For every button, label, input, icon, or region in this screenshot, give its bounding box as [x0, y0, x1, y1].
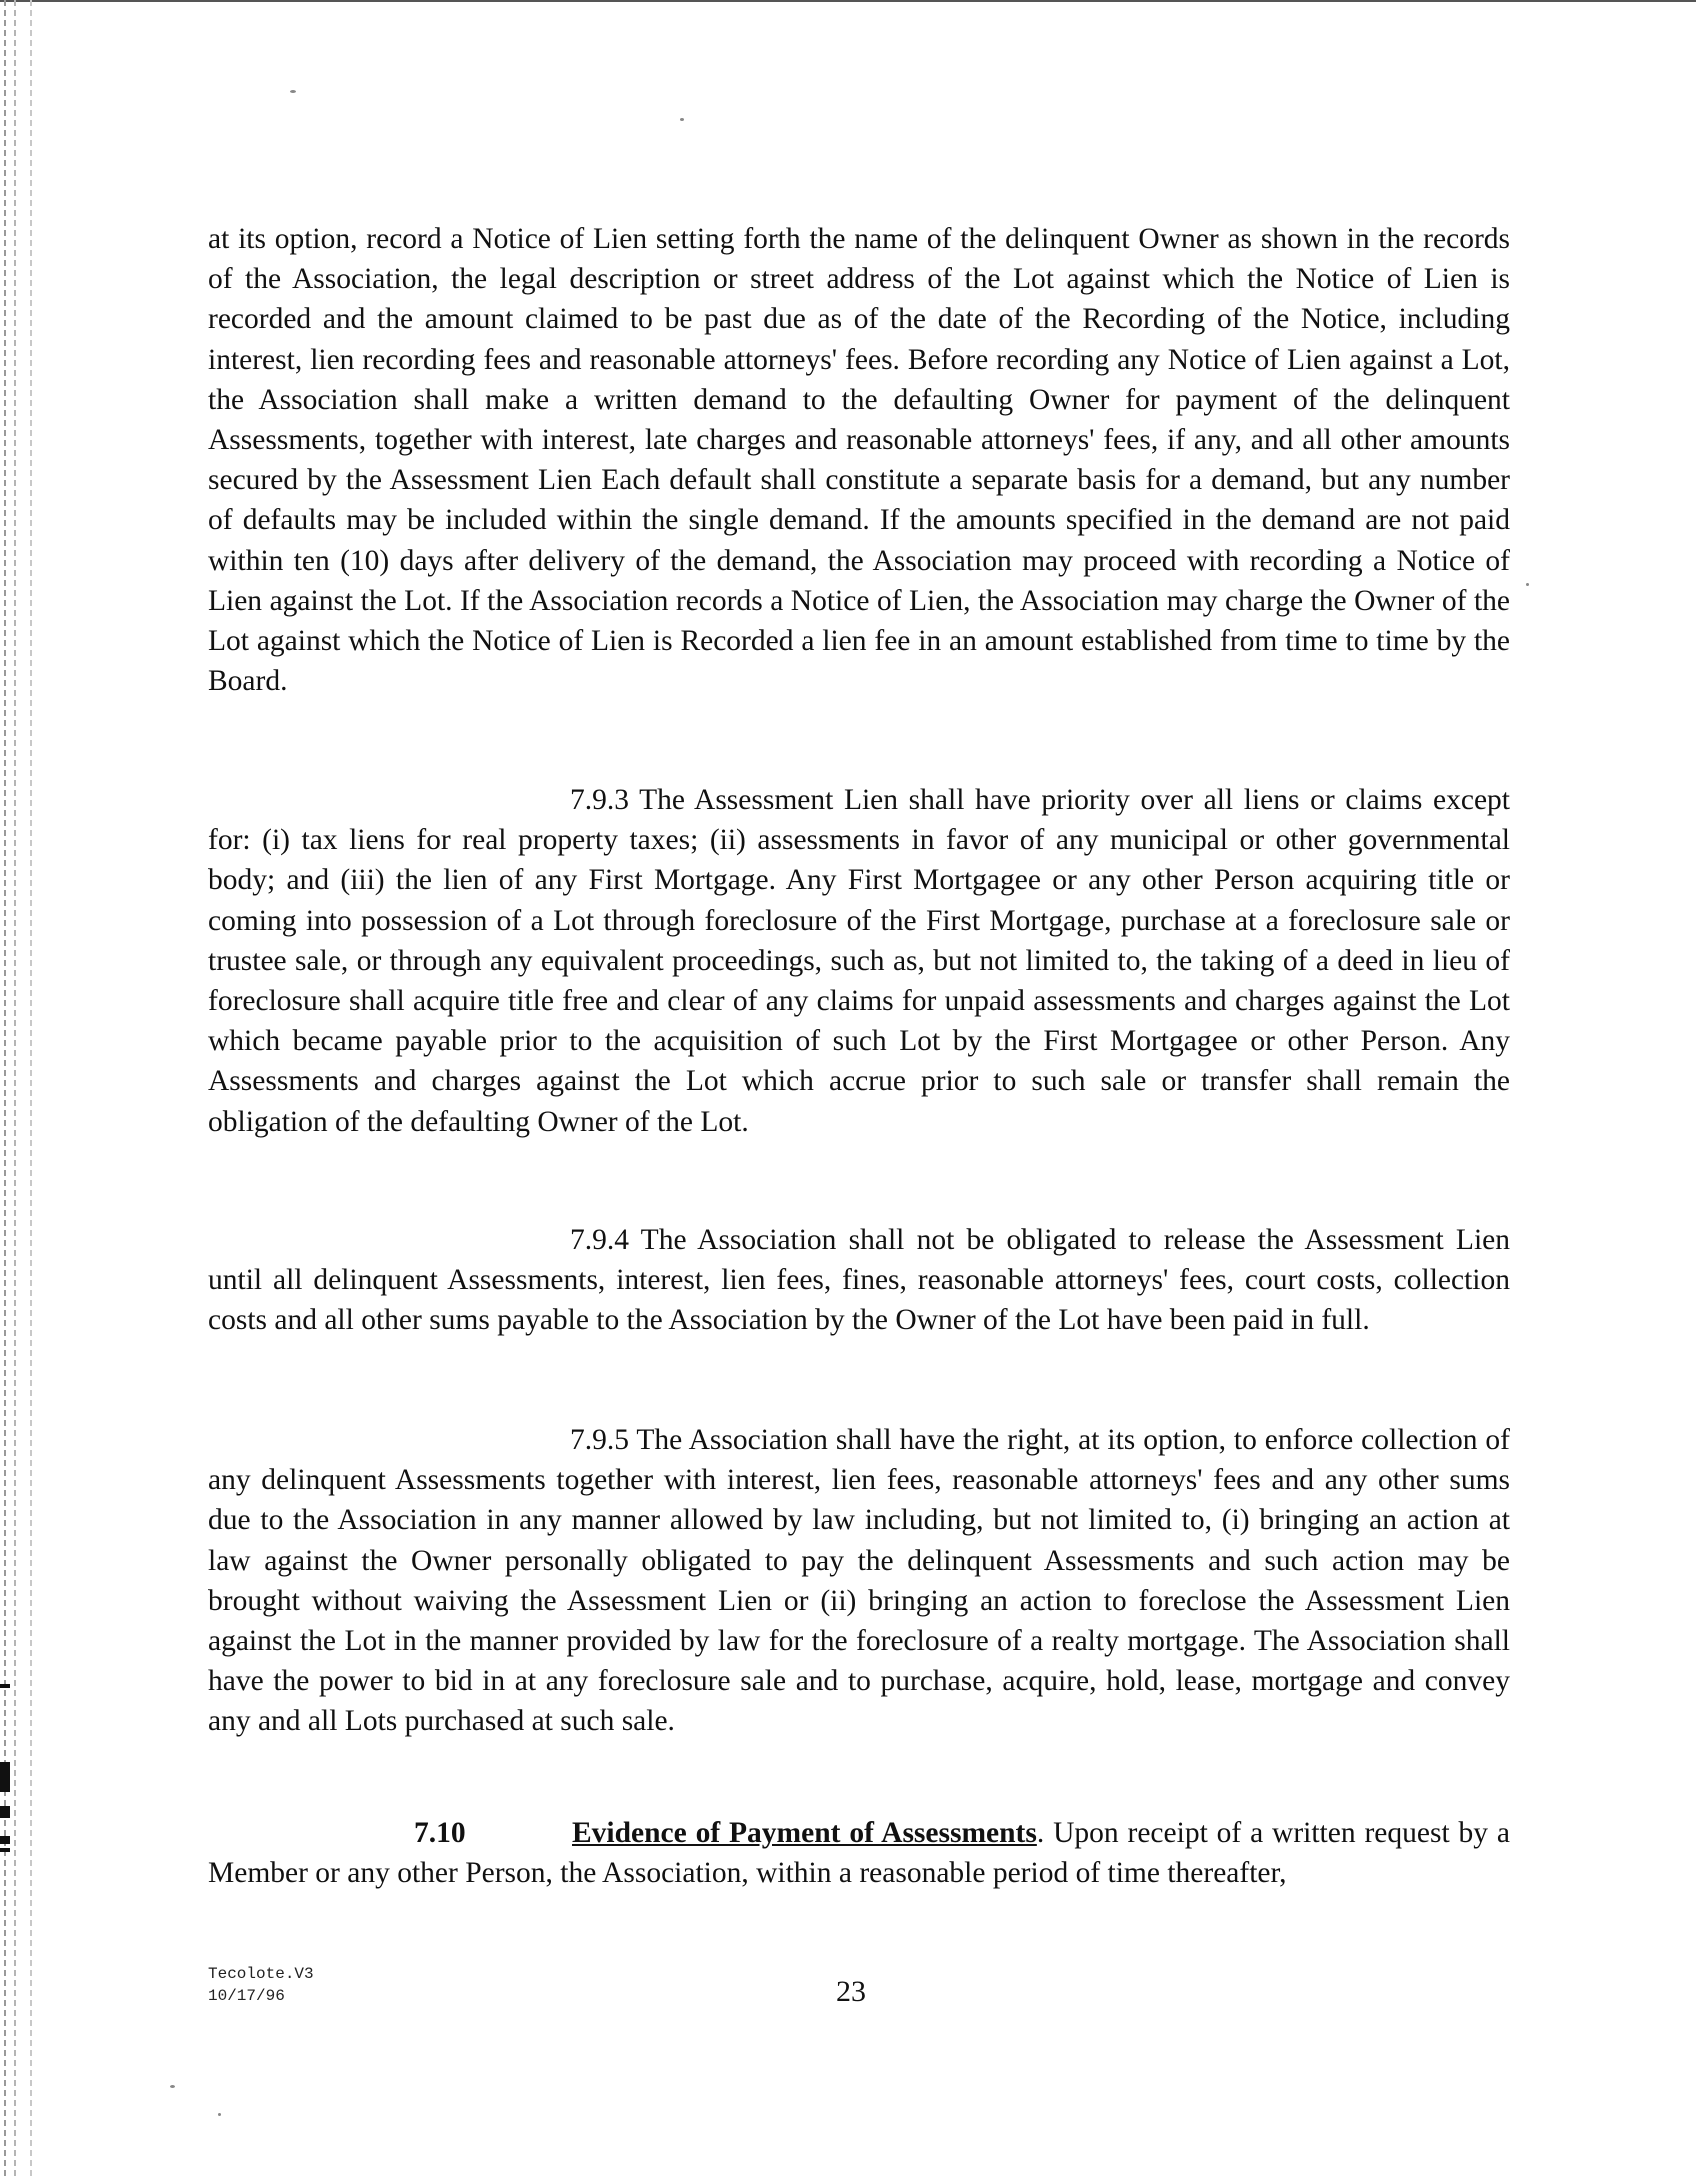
section-text: Upon receipt of a written request by a Member or any other Person, the Association, within a reasonable period of time thereafter, — [208, 1817, 1510, 1890]
footer-date: 10/17/96 — [208, 1987, 285, 2005]
scan-edge-mark — [0, 1762, 10, 1792]
section-title: Evidence of Payment of Assessments — [572, 1817, 1037, 1849]
page-top-edge — [0, 0, 1696, 2]
scan-edge-mark — [0, 1848, 10, 1852]
scan-speck — [218, 2113, 221, 2116]
paragraph-7-9-3: 7.9.3 The Assessment Lien shall have priority over all liens or claims except for: (i) tax liens for real property taxes; (ii) assessments in favor of any municipal or other governmental body; and (iii) the lien of any First Mortgage. Any First Mortgagee or any other Person acquiring title or coming into possession of a Lot through foreclosure of the First Mortgage, purchase at a foreclosure sale or trustee sale, or through any equivalent proceedings, such as, but not limited to, the taking of a deed in lieu of foreclosure shall acquire title free and clear of any claims for unpaid assessments and charges against the Lot which became payable prior to the acquisition of such Lot by the First Mortgagee or other Person. Any Assessments and charges against the Lot which accrue prior to such sale or transfer shall remain the obligation of the defaulting Owner of the Lot. — [208, 784, 1510, 1138]
scan-edge-mark — [0, 1836, 10, 1844]
section-title-punctuation: . — [1036, 1817, 1045, 1849]
scan-speck — [170, 2085, 175, 2088]
scan-speck — [680, 118, 684, 121]
scan-edge-line — [30, 0, 32, 2176]
footer-document-id — [208, 1963, 314, 2007]
scan-left-edge — [0, 0, 46, 2176]
footer-file-id: Tecolote.V3 — [208, 1965, 314, 1983]
scan-speck — [1526, 583, 1529, 586]
scan-edge-line — [14, 0, 16, 2176]
page-number: 23 — [836, 1975, 866, 2008]
scan-edge-mark — [0, 1684, 10, 1688]
paragraph-7-9-4: 7.9.4 The Association shall not be obligated to release the Assessment Lien until all delinquent Assessments, interest, lien fees, fines, reasonable attorneys' fees, court costs, collection costs and all other sums payable to the Association by the Owner of the Lot have been paid in full. — [208, 1224, 1510, 1337]
scan-edge-mark — [0, 1806, 10, 1818]
paragraph-lien-notice: at its option, record a Notice of Lien setting forth the name of the delinquent Owner as shown in the records of the Association, the legal description or street address of the Lot against which the Notice of Lien is recorded and the amount claimed to be past due as of the date of the Recording of the Notice, including interest, lien recording fees and reasonable attorneys' fees. Before recording any Notice of Lien against a Lot, the Association shall make a written demand to the defaulting Owner for payment of the delinquent Assessments, together with interest, late charges and reasonable attorneys' fees, if any, and all other amounts secured by the Assessment Lien Each default shall constitute a separate basis for a demand, but any number of defaults may be included within the single demand. If the amounts specified in the demand are not paid within ten (10) days after delivery of the demand, the Association may proceed with recording a Notice of Lien against the Lot. If the Association records a Notice of Lien, the Association may charge the Owner of the Lot against which the Notice of Lien is Recorded a lien fee in an amount established from time to time by the Board. — [208, 223, 1510, 698]
paragraph-7-9-5: 7.9.5 The Association shall have the right, at its option, to enforce collection of any delinquent Assessments together with interest, lien fees, reasonable attorneys' fees and any other sums due to the Association in any manner allowed by law including, but not limited to, (i) bringing an action at law against the Owner personally obligated to pay the delinquent Assessments and such action may be brought without waiving the Assessment Lien or (ii) bringing an action to foreclose the Assessment Lien against the Lot in the manner provided by law for the foreclosure of a realty mortgage. The Association shall have the power to bid in at any foreclosure sale and to purchase, acquire, hold, lease, mortgage and convey any and all Lots purchased at such sale. — [208, 1424, 1510, 1738]
scan-speck — [290, 90, 296, 93]
section-number: 7.10 — [414, 1817, 466, 1849]
section-7-10 — [208, 1813, 1510, 1893]
